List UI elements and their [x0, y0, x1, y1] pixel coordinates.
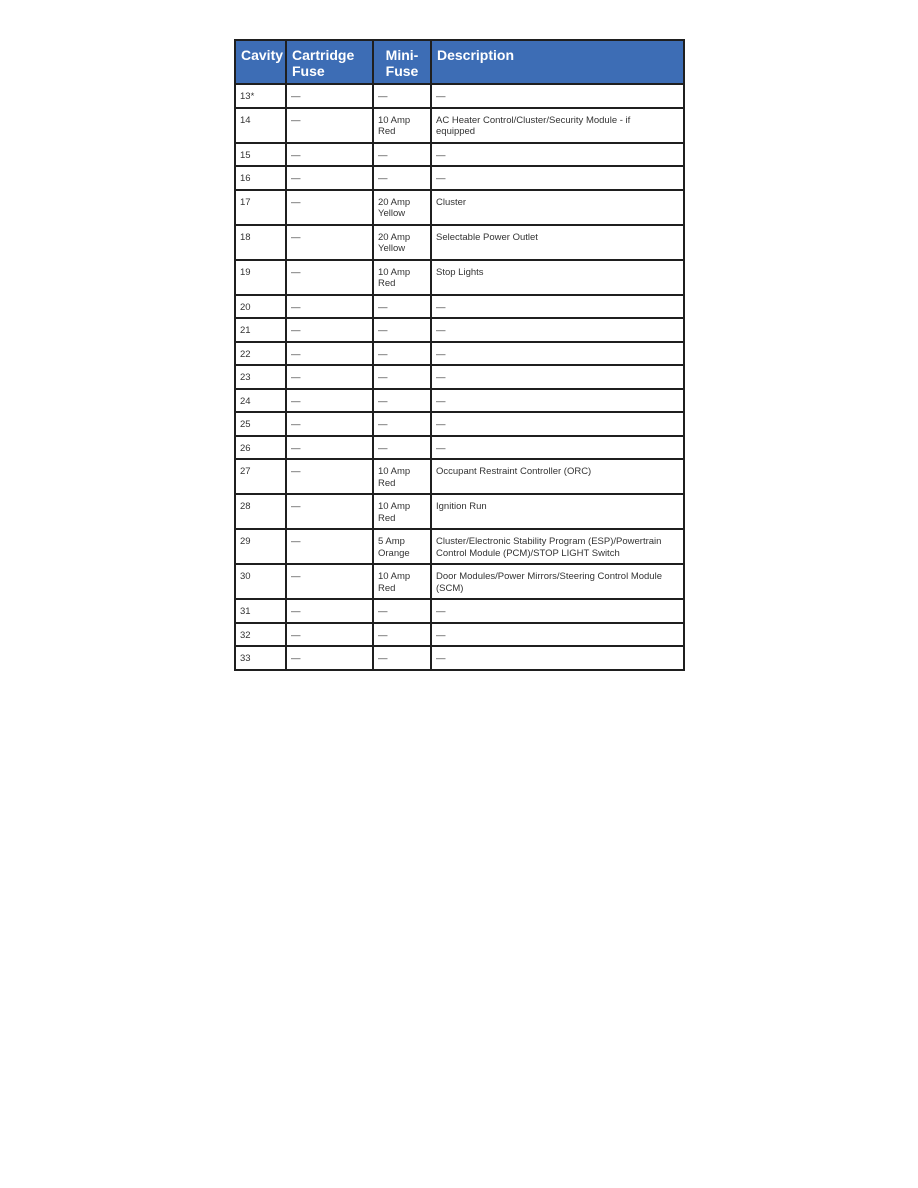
description-cell-text: —: [436, 629, 446, 641]
cavity-cell-text: 29: [240, 536, 251, 547]
table-header: [235, 40, 684, 84]
mini-fuse-cell: [373, 260, 431, 295]
cartridge-fuse-cell: [286, 599, 373, 623]
cartridge-fuse-cell: [286, 436, 373, 460]
cavity-cell-text: 28: [240, 501, 251, 512]
description-cell: [431, 459, 684, 494]
description-cell: [431, 108, 684, 143]
cartridge-fuse-cell-text: —: [291, 466, 301, 477]
mini-fuse-cell: [373, 529, 431, 564]
mini-fuse-cell: [373, 318, 431, 342]
mini-fuse-cell-text: 5 Amp Orange: [378, 536, 410, 559]
table-row: [235, 599, 684, 623]
cavity-cell: [235, 564, 286, 599]
cavity-cell: [235, 225, 286, 260]
mini-fuse-cell-text: —: [378, 606, 388, 617]
cartridge-fuse-cell-text: —: [291, 325, 301, 336]
mini-fuse-cell-text: —: [378, 653, 388, 664]
mini-fuse-cell-text: —: [378, 395, 388, 407]
mini-fuse-cell-text: —: [378, 149, 388, 161]
cavity-cell-text: 23: [240, 372, 251, 383]
cartridge-fuse-cell: [286, 623, 373, 647]
mini-fuse-cell-text: —: [378, 301, 388, 313]
cavity-cell: [235, 459, 286, 494]
header-row: [235, 40, 684, 84]
cartridge-fuse-cell-text: —: [291, 419, 301, 430]
cartridge-fuse-cell: [286, 564, 373, 599]
description-cell: [431, 365, 684, 389]
description-cell: [431, 436, 684, 460]
description-cell-text: Selectable Power Outlet: [436, 231, 538, 243]
mini-fuse-cell-text: 10 Amp Red: [378, 571, 411, 594]
mini-fuse-cell: [373, 342, 431, 366]
description-cell: [431, 646, 684, 670]
description-cell-text: —: [436, 173, 446, 184]
cavity-cell: [235, 190, 286, 225]
mini-fuse-cell-text: —: [378, 419, 388, 430]
mini-fuse-cell: [373, 84, 431, 108]
cavity-cell-text: 24: [240, 395, 251, 407]
description-cell: [431, 494, 684, 529]
cartridge-fuse-cell-text: —: [291, 149, 301, 161]
cavity-cell-text: 15: [240, 149, 251, 161]
description-cell-text: —: [436, 372, 446, 383]
cavity-cell: [235, 318, 286, 342]
description-cell: [431, 143, 684, 167]
header-cartridge-fuse: Cartridge Fuse: [286, 40, 373, 84]
cavity-cell-text: 26: [240, 442, 251, 454]
mini-fuse-cell-text: —: [378, 348, 388, 360]
table-row: [235, 623, 684, 647]
cartridge-fuse-cell: [286, 190, 373, 225]
cartridge-fuse-cell: [286, 412, 373, 436]
cartridge-fuse-cell: [286, 225, 373, 260]
cartridge-fuse-cell: [286, 143, 373, 167]
description-cell: [431, 260, 684, 295]
cartridge-fuse-cell: [286, 459, 373, 494]
cavity-cell-text: 18: [240, 231, 251, 243]
cavity-cell: [235, 166, 286, 190]
table-row: [235, 260, 684, 295]
cartridge-fuse-cell-text: —: [291, 301, 301, 313]
table-row: [235, 108, 684, 143]
cavity-cell: [235, 365, 286, 389]
cartridge-fuse-cell-text: —: [291, 571, 301, 582]
description-cell: [431, 318, 684, 342]
cavity-cell: [235, 646, 286, 670]
fuse-table: [234, 39, 685, 671]
table-row: [235, 564, 684, 599]
table-row: [235, 190, 684, 225]
description-cell-text: —: [436, 91, 446, 102]
cavity-cell-text: 22: [240, 348, 251, 360]
description-cell-text: Ignition Run: [436, 501, 487, 512]
mini-fuse-cell-text: —: [378, 173, 388, 184]
header-mini-fuse: Mini- Fuse: [373, 40, 431, 84]
mini-fuse-cell-text: 20 Amp Yellow: [378, 231, 411, 254]
cavity-cell-text: 30: [240, 571, 251, 582]
table-row: [235, 166, 684, 190]
description-cell: [431, 389, 684, 413]
cavity-cell: [235, 436, 286, 460]
table-row: [235, 84, 684, 108]
cavity-cell: [235, 260, 286, 295]
mini-fuse-cell-text: —: [378, 372, 388, 383]
header-cavity: Cavity: [235, 40, 286, 84]
table-row: [235, 494, 684, 529]
description-cell: [431, 190, 684, 225]
description-cell-text: —: [436, 419, 446, 430]
cavity-cell: [235, 599, 286, 623]
cartridge-fuse-cell: [286, 108, 373, 143]
description-cell-text: —: [436, 442, 446, 454]
cavity-cell: [235, 108, 286, 143]
table-row: [235, 646, 684, 670]
cartridge-fuse-cell-text: —: [291, 196, 301, 208]
header-description: Description: [431, 40, 684, 84]
cartridge-fuse-cell: [286, 389, 373, 413]
description-cell: [431, 623, 684, 647]
mini-fuse-cell: [373, 166, 431, 190]
cavity-cell-text: 20: [240, 301, 251, 313]
table-row: [235, 295, 684, 319]
cavity-cell: [235, 529, 286, 564]
cartridge-fuse-cell: [286, 529, 373, 564]
mini-fuse-cell: [373, 365, 431, 389]
description-cell: [431, 295, 684, 319]
cavity-cell-text: 27: [240, 466, 251, 477]
cavity-cell-text: 31: [240, 606, 251, 617]
mini-fuse-cell: [373, 494, 431, 529]
mini-fuse-cell-text: —: [378, 325, 388, 336]
cavity-cell-text: 17: [240, 196, 251, 208]
description-cell-text: —: [436, 395, 446, 407]
description-cell: [431, 529, 684, 564]
cavity-cell: [235, 494, 286, 529]
mini-fuse-cell: [373, 564, 431, 599]
cartridge-fuse-cell-text: —: [291, 501, 301, 512]
mini-fuse-cell-text: 10 Amp Red: [378, 266, 411, 289]
description-cell-text: Stop Lights: [436, 266, 484, 278]
table-row: [235, 318, 684, 342]
table-row: [235, 459, 684, 494]
cavity-cell-text: 16: [240, 173, 251, 184]
cartridge-fuse-cell-text: —: [291, 114, 301, 126]
table-row: [235, 143, 684, 167]
cartridge-fuse-cell-text: —: [291, 442, 301, 454]
mini-fuse-cell: [373, 412, 431, 436]
cavity-cell-text: 33: [240, 653, 251, 664]
description-cell-text: Cluster: [436, 196, 467, 208]
description-cell-text: —: [436, 653, 446, 664]
cartridge-fuse-cell-text: —: [291, 231, 301, 243]
cavity-cell: [235, 295, 286, 319]
description-cell-text: —: [436, 348, 446, 360]
table-row: [235, 365, 684, 389]
cartridge-fuse-cell: [286, 295, 373, 319]
cartridge-fuse-cell-text: —: [291, 348, 301, 360]
cartridge-fuse-cell: [286, 646, 373, 670]
cavity-cell: [235, 342, 286, 366]
cavity-cell: [235, 143, 286, 167]
cartridge-fuse-cell-text: —: [291, 629, 301, 641]
description-cell: [431, 166, 684, 190]
cavity-cell: [235, 389, 286, 413]
description-cell-text: Occupant Restraint Controller (ORC): [436, 466, 592, 477]
cartridge-fuse-cell-text: —: [291, 173, 301, 184]
table-row: [235, 436, 684, 460]
cavity-cell-text: 32: [240, 629, 251, 641]
description-cell: [431, 225, 684, 260]
cartridge-fuse-cell-text: —: [291, 91, 301, 102]
mini-fuse-cell-text: 10 Amp Red: [378, 114, 411, 137]
description-cell-text: —: [436, 606, 446, 617]
cavity-cell: [235, 412, 286, 436]
cavity-cell-text: 14: [240, 114, 251, 126]
cartridge-fuse-cell: [286, 84, 373, 108]
cartridge-fuse-cell: [286, 166, 373, 190]
description-cell: [431, 412, 684, 436]
mini-fuse-cell: [373, 623, 431, 647]
mini-fuse-cell: [373, 143, 431, 167]
mini-fuse-cell-text: 20 Amp Yellow: [378, 196, 411, 219]
cartridge-fuse-cell-text: —: [291, 395, 301, 407]
cartridge-fuse-cell-text: —: [291, 536, 301, 547]
cavity-cell-text: 13*: [240, 91, 255, 102]
mini-fuse-cell: [373, 389, 431, 413]
mini-fuse-cell: [373, 459, 431, 494]
mini-fuse-cell: [373, 225, 431, 260]
mini-fuse-cell: [373, 108, 431, 143]
cartridge-fuse-cell: [286, 318, 373, 342]
description-cell: [431, 599, 684, 623]
cavity-cell-text: 19: [240, 266, 251, 278]
cartridge-fuse-cell: [286, 365, 373, 389]
description-cell-text: Cluster/Electronic Stability Program (ESP)/Powertrain Control Module (PCM)/STOP LIGHT Switch: [436, 536, 662, 559]
cartridge-fuse-cell-text: —: [291, 653, 301, 664]
cartridge-fuse-cell-text: —: [291, 372, 301, 383]
cavity-cell-text: 21: [240, 325, 251, 336]
description-cell-text: —: [436, 301, 446, 313]
cavity-cell-text: 25: [240, 419, 251, 430]
table-body: [235, 84, 684, 670]
mini-fuse-cell-text: —: [378, 91, 388, 102]
description-cell: [431, 564, 684, 599]
mini-fuse-cell-text: —: [378, 442, 388, 454]
mini-fuse-cell: [373, 190, 431, 225]
description-cell-text: AC Heater Control/Cluster/Security Module - if equipped: [436, 114, 631, 137]
description-cell-text: —: [436, 325, 446, 336]
cartridge-fuse-cell: [286, 260, 373, 295]
description-cell: [431, 84, 684, 108]
table-row: [235, 529, 684, 564]
description-cell-text: —: [436, 149, 446, 161]
cartridge-fuse-cell: [286, 342, 373, 366]
mini-fuse-cell: [373, 646, 431, 670]
table-row: [235, 342, 684, 366]
mini-fuse-cell: [373, 436, 431, 460]
mini-fuse-cell-text: 10 Amp Red: [378, 466, 411, 489]
cartridge-fuse-cell-text: —: [291, 606, 301, 617]
description-cell: [431, 342, 684, 366]
table-row: [235, 225, 684, 260]
table-row: [235, 412, 684, 436]
table-row: [235, 389, 684, 413]
cartridge-fuse-cell-text: —: [291, 266, 301, 278]
cartridge-fuse-cell: [286, 494, 373, 529]
mini-fuse-cell: [373, 295, 431, 319]
description-cell-text: Door Modules/Power Mirrors/Steering Control Module (SCM): [436, 571, 662, 594]
mini-fuse-cell-text: 10 Amp Red: [378, 501, 411, 524]
cavity-cell: [235, 623, 286, 647]
cavity-cell: [235, 84, 286, 108]
mini-fuse-cell-text: —: [378, 629, 388, 641]
mini-fuse-cell: [373, 599, 431, 623]
